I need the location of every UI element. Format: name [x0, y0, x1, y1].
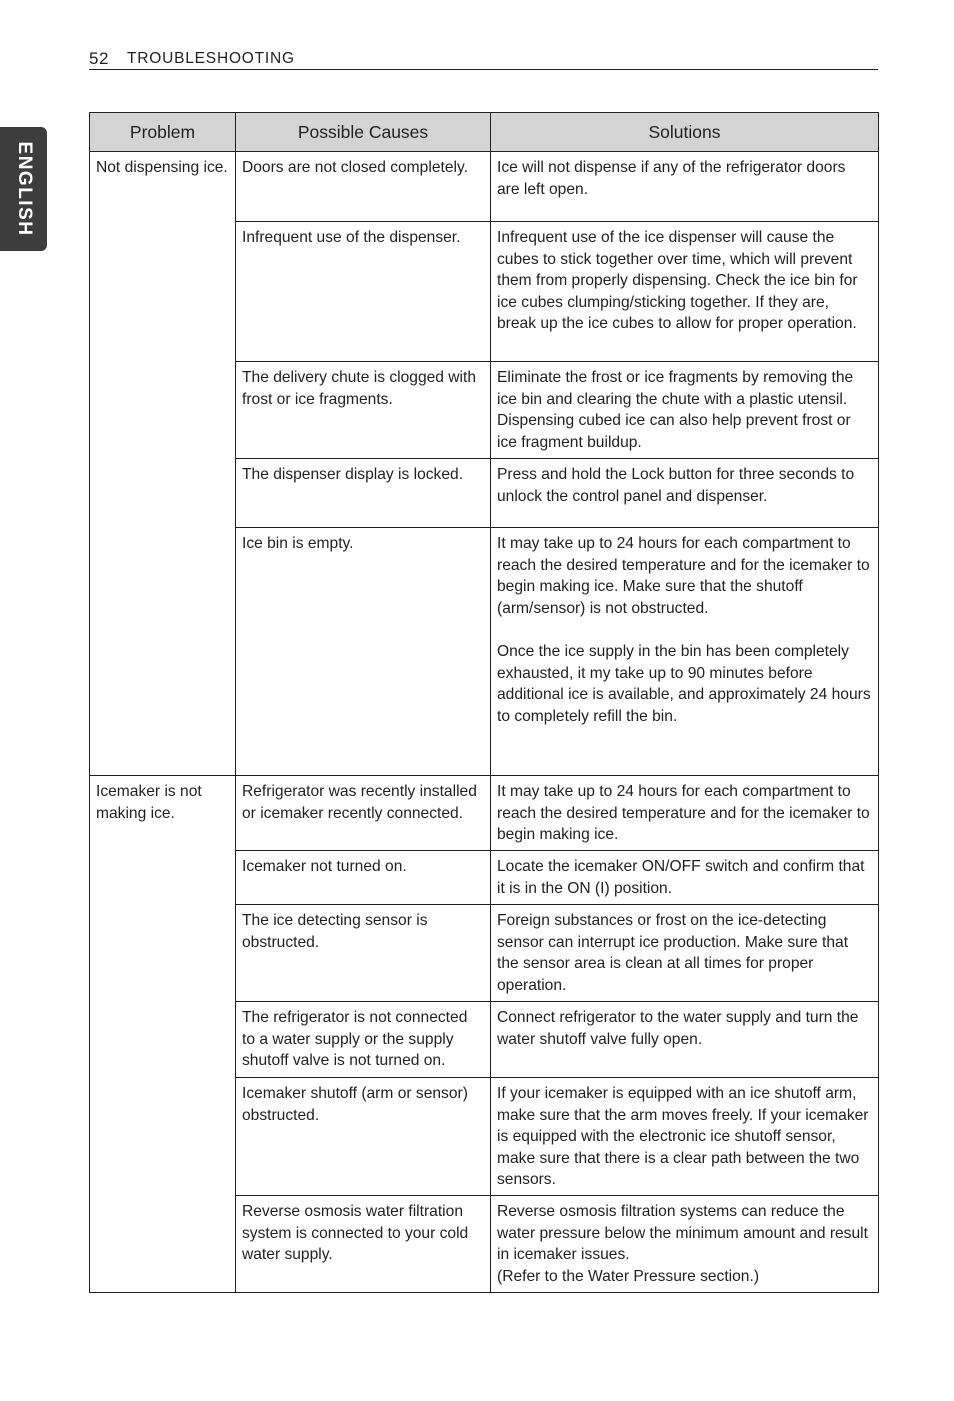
solution-cell — [491, 1196, 879, 1293]
cause-cell: Reverse osmosis water filtration system is connected to your cold water supply. — [236, 1196, 491, 1293]
solution-text: Press and hold the Lock button for three seconds to unlock the control panel and dispenser. — [497, 466, 855, 505]
solution-cell — [491, 1078, 879, 1196]
solution-text: Eliminate the frost or ice fragments by removing the ice bin and clearing the chute with a plastic utensil. Dispensing cubed ice can also help prevent frost or ice fragment buildup. — [497, 369, 854, 451]
solution-text: Once the ice supply in the bin has been completely exhausted, it my take up to 90 minutes before additional ice is available, and approximately 24 hours to completely refill the bin. — [497, 642, 871, 725]
column-header-possible-causes: Possible Causes — [236, 113, 491, 152]
page-header — [89, 49, 878, 70]
table-body — [90, 152, 879, 1293]
solution-text: Connect refrigerator to the water supply and turn the water shutoff valve fully open. — [497, 1009, 859, 1048]
cause-cell: Infrequent use of the dispenser. — [236, 222, 491, 362]
solution-text: It may take up to 24 hours for each compartment to reach the desired temperature and for the icemaker to begin making ice. Make sure that the shutoff — [497, 535, 870, 596]
cause-cell: The dispenser display is locked. — [236, 459, 491, 528]
solution-cell — [491, 459, 879, 528]
cause-cell: Ice bin is empty. — [236, 528, 491, 776]
language-tab — [0, 127, 47, 251]
solution-text — [497, 619, 872, 641]
cause-cell: Icemaker not turned on. — [236, 851, 491, 905]
solution-cell — [491, 152, 879, 222]
solution-cell — [491, 1002, 879, 1078]
solution-text: Locate the icemaker ON/OFF switch and confirm that it is in the ON (I) position. — [497, 858, 865, 897]
solution-text: If your icemaker is equipped with an ice shutoff arm, make sure that the arm moves freely. If your icemaker is equipped with the electronic ice shutoff sensor, make sure that there is a clear path between the two sensors. — [497, 1085, 869, 1189]
cause-cell: The refrigerator is not connected to a water supply or the supply shutoff valve is not turned on. — [236, 1002, 491, 1078]
troubleshooting-table — [89, 112, 879, 1293]
solution-text: Reverse osmosis filtration systems can reduce the water pressure below the minimum amount and result in icemaker issues. — [497, 1203, 868, 1264]
solution-text: (Refer to the Water Pressure section.) — [497, 1267, 760, 1285]
cause-cell: The ice detecting sensor is obstructed. — [236, 905, 491, 1002]
solution-text: It may take up to 24 hours for each compartment to reach the desired temperature and for the icemaker to begin making ice. — [497, 783, 870, 844]
solution-cell — [491, 851, 879, 905]
solution-cell — [491, 222, 879, 362]
section-title: TROUBLESHOOTING — [127, 50, 295, 67]
solution-text: Infrequent use of the ice dispenser will cause the cubes to stick together over time, which will prevent them from properly dispensing. Check the ice bin for ice cubes clumping/sticking together. If they are, break up the ice cubes to allow for proper operation. — [497, 229, 858, 333]
solution-cell — [491, 528, 879, 776]
solution-cell — [491, 905, 879, 1002]
cause-cell: The delivery chute is clogged with frost or ice fragments. — [236, 362, 491, 459]
solution-cell — [491, 776, 879, 851]
column-header-solutions: Solutions — [491, 113, 879, 152]
table-header-row — [90, 113, 879, 152]
cause-cell: Doors are not closed completely. — [236, 152, 491, 222]
solution-text: Ice will not dispense if any of the refrigerator doors are left open. — [497, 159, 846, 198]
table-row — [90, 776, 879, 851]
page-number: 52 — [89, 49, 109, 68]
problem-cell: Icemaker is not making ice. — [90, 776, 236, 1293]
table-row — [90, 152, 879, 222]
solution-text: (arm/sensor) is not obstructed. — [497, 599, 709, 617]
solution-text: Foreign substances or frost on the ice-detecting sensor can interrupt ice production. Make sure that the sensor area is clean at all times for proper operation. — [497, 912, 849, 994]
solution-cell — [491, 362, 879, 459]
cause-cell: Icemaker shutoff (arm or sensor) obstructed. — [236, 1078, 491, 1196]
cause-cell: Refrigerator was recently installed or icemaker recently connected. — [236, 776, 491, 851]
column-header-problem: Problem — [90, 113, 236, 152]
language-tab-label: ENGLISH — [13, 141, 35, 237]
problem-cell: Not dispensing ice. — [90, 152, 236, 776]
